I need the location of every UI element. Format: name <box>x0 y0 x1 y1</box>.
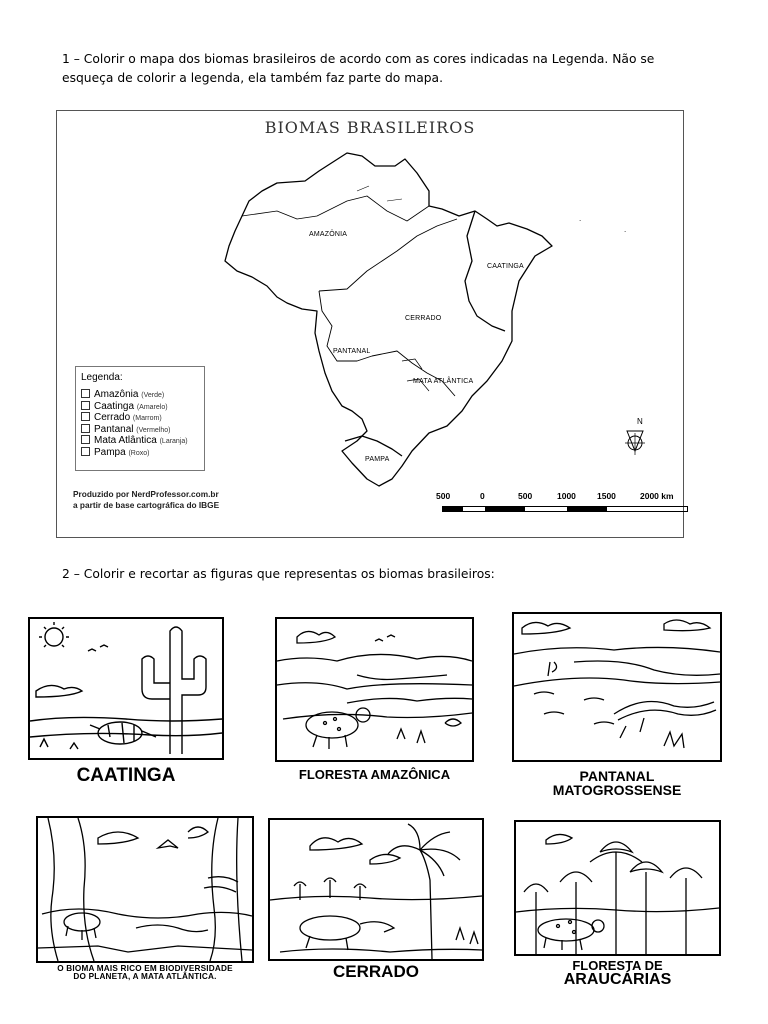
scale-label: 1000 <box>557 491 576 501</box>
checkbox-icon <box>81 424 90 433</box>
label-cerrado: CERRADO <box>405 315 442 322</box>
amazonica-illustration <box>275 617 474 762</box>
label-amazonia: AMAZÔNIA <box>309 231 348 238</box>
cerrado-illustration <box>268 818 484 961</box>
question-2-text: 2 – Colorir e recortar as figuras que representas os biomas brasileiros: <box>62 567 495 581</box>
checkbox-icon <box>81 389 90 398</box>
label-caatinga: CAATINGA <box>487 263 524 270</box>
checkbox-icon <box>81 435 90 444</box>
caption-amazonica: FLORESTA AMAZÔNICA <box>298 767 451 782</box>
legend-item: Cerrado (Marrom) <box>81 412 188 424</box>
legend-item: Pantanal (Vermelho) <box>81 424 188 436</box>
caatinga-illustration <box>28 617 224 760</box>
biomes-map <box>56 110 684 538</box>
scale-label: 0 <box>480 491 485 501</box>
north-label: N <box>637 417 643 426</box>
map-credit: Produzido por NerdProfessor.com.br a partir de base cartográfica do IBGE <box>73 489 220 510</box>
scale-bar <box>442 506 688 512</box>
legend-item: Mata Atlântica (Laranja) <box>81 435 188 447</box>
checkbox-icon <box>81 447 90 456</box>
question-1-text: 1 – Colorir o mapa dos biomas brasileiros de acordo com as cores indicadas na Legenda. Não se esqueça de colorir a legenda, ela também faz parte do mapa. <box>62 52 655 85</box>
label-pantanal: PANTANAL <box>333 348 371 355</box>
map-legend <box>75 366 205 471</box>
scale-label: 500 <box>436 491 451 501</box>
pantanal-illustration <box>512 612 722 762</box>
legend-item: Pampa (Roxo) <box>81 447 188 459</box>
caption-pantanal: PANTANAL MATOGROSSENSE <box>552 768 682 798</box>
label-pampa: PAMPA <box>365 456 390 463</box>
brazil-map-outline <box>57 111 685 539</box>
araucarias-illustration <box>514 820 721 956</box>
svg-text:·: · <box>579 217 582 225</box>
scale-label: 500 <box>518 491 533 501</box>
svg-text:·: · <box>624 228 627 236</box>
caption-caatinga: CAATINGA <box>76 765 176 786</box>
checkbox-icon <box>81 412 90 421</box>
caption-cerrado: CERRADO <box>333 962 419 981</box>
legend-item: Caatinga (Amarelo) <box>81 401 188 413</box>
caption-araucarias: FLORESTA DE ARAUCÁRIAS <box>563 958 672 988</box>
legend-item: Amazônia (Verde) <box>81 389 188 401</box>
legend-title: Legenda: <box>81 372 123 383</box>
scale-label: 2000 km <box>640 491 674 501</box>
caption-mata-atlantica: O BIOMA MAIS RICO EM BIODIVERSIDADE DO PLANETA, A MATA ATLÂNTICA. <box>57 964 233 982</box>
map-title: BIOMAS BRASILEIROS <box>264 118 476 137</box>
checkbox-icon <box>81 401 90 410</box>
mata-atlantica-illustration <box>36 816 254 963</box>
scale-label: 1500 <box>597 491 616 501</box>
label-mata-atlantica: MATA ATLÂNTICA <box>413 378 474 385</box>
